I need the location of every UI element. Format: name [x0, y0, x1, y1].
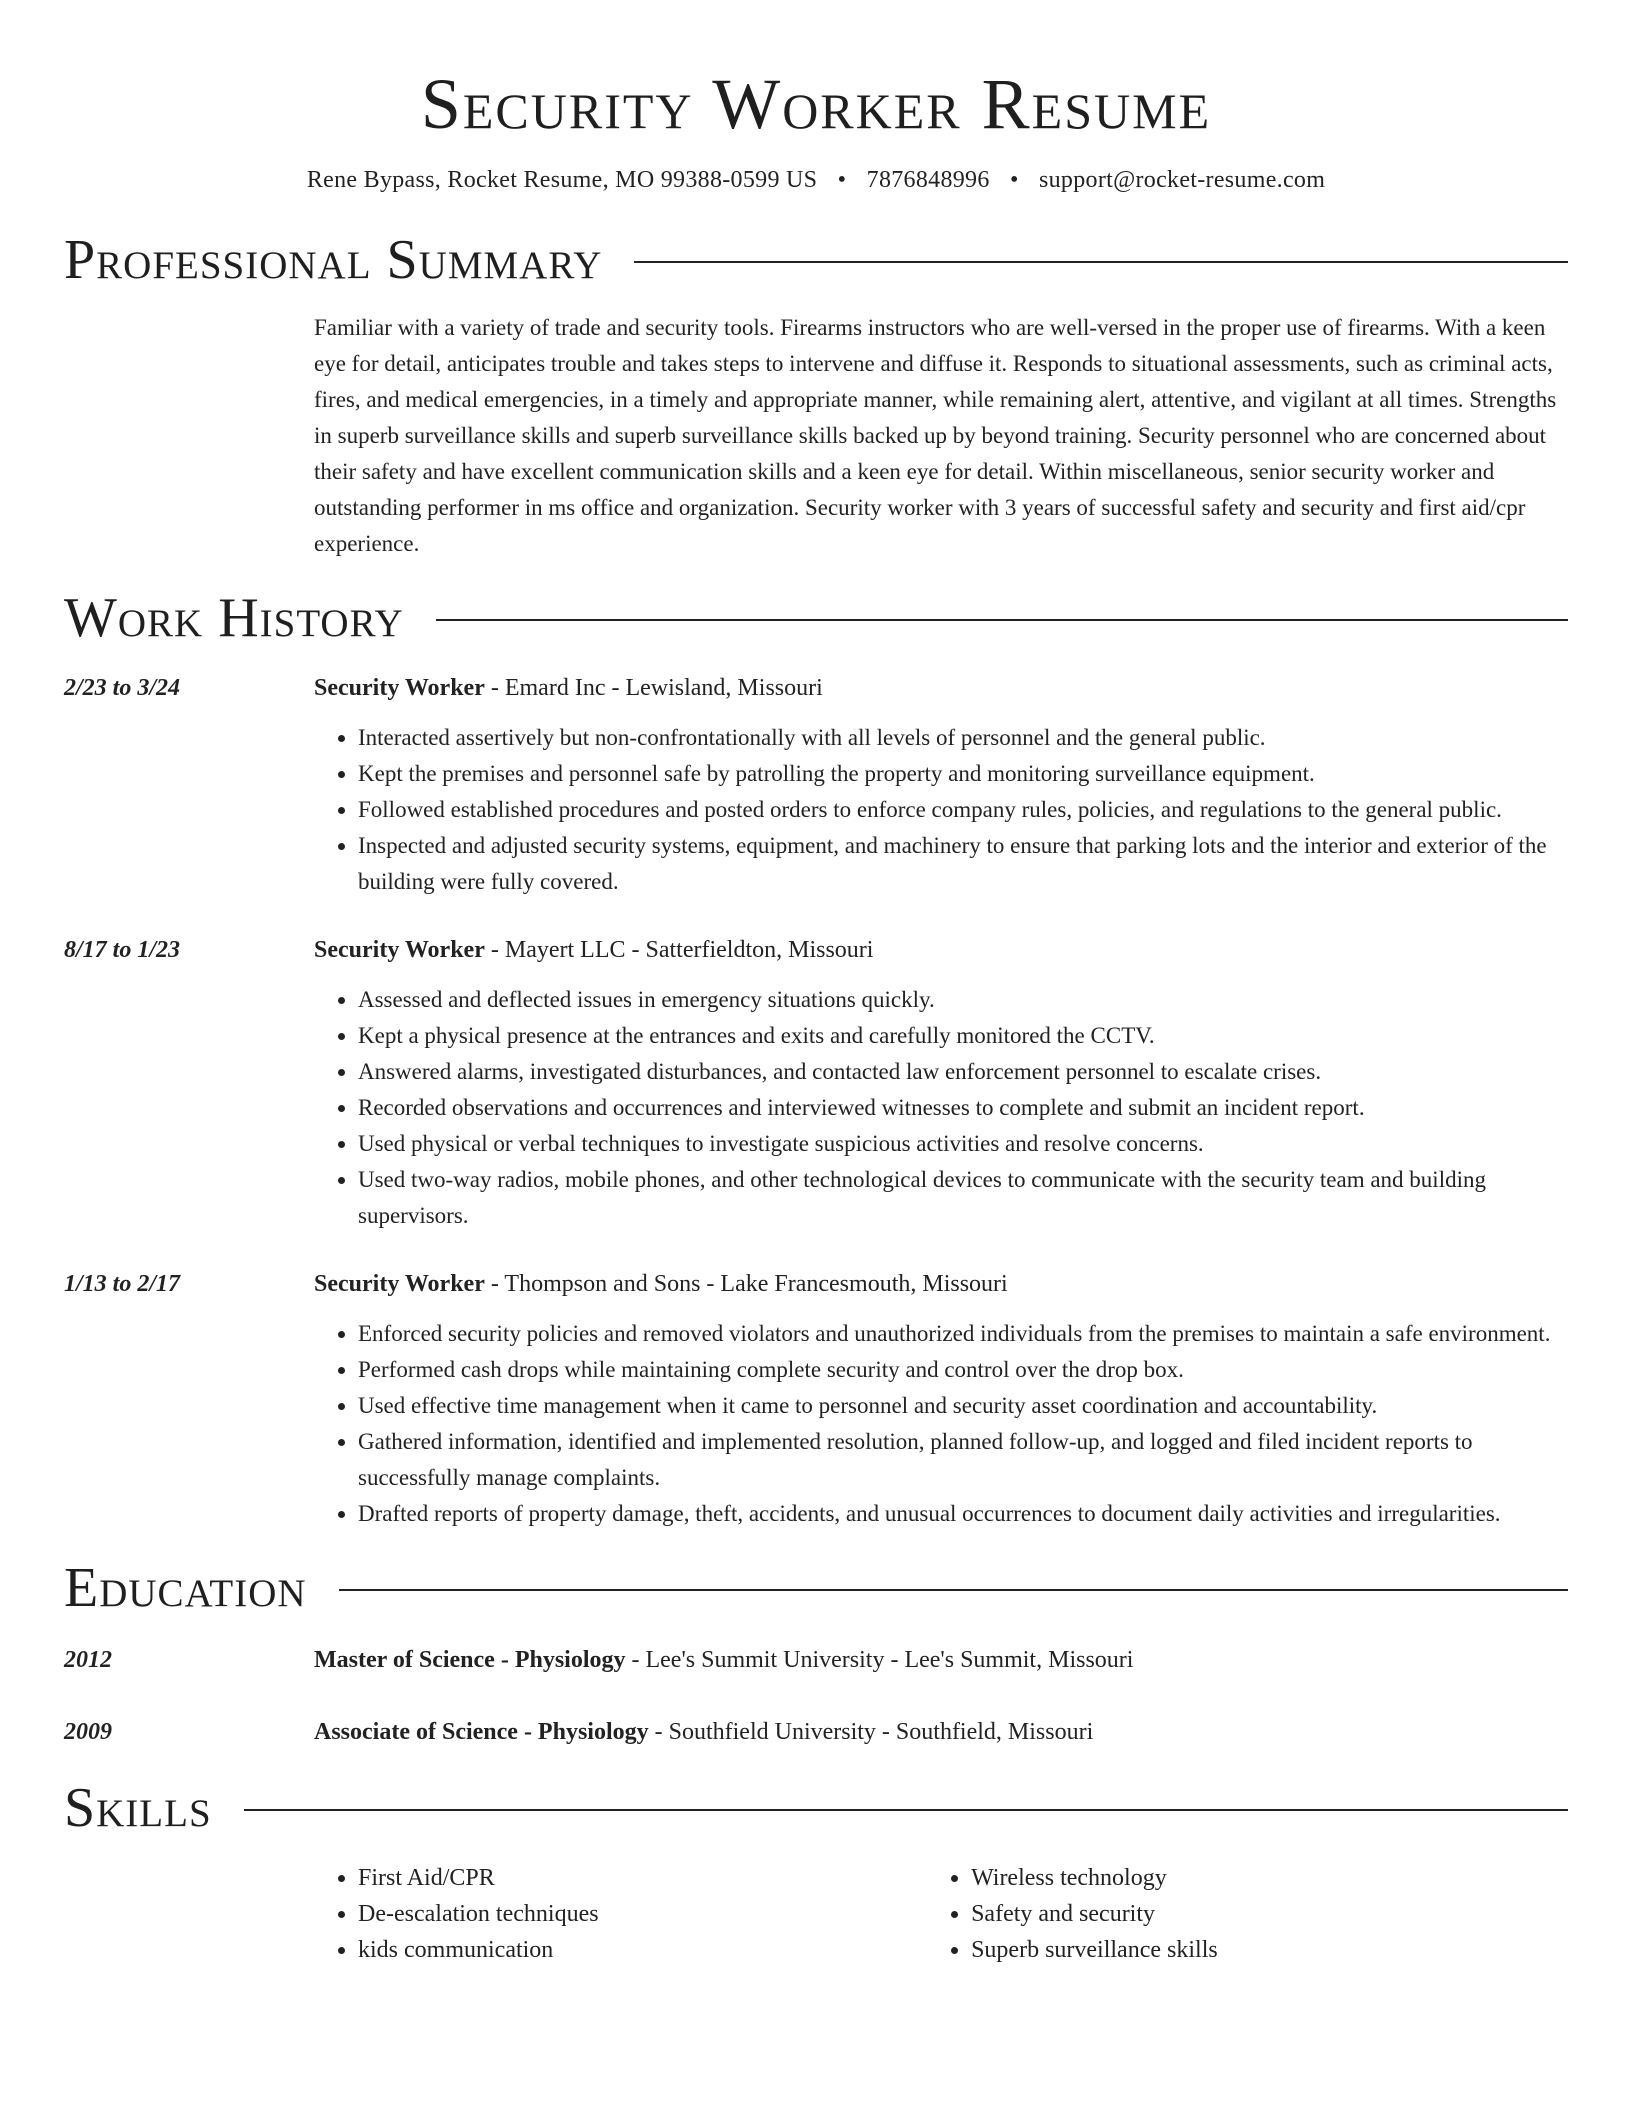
- duty-item: • Used physical or verbal techniques to investigate suspicious activities and resolve concerns.: [358, 1126, 1568, 1162]
- duty-item: • Recorded observations and occurrences and interviewed witnesses to complete and submit an incident report.: [358, 1090, 1568, 1126]
- skills-column-left: [314, 1860, 927, 1968]
- contact-line: [64, 164, 1568, 196]
- duty-item: • Followed established procedures and posted orders to enforce company rules, policies, and regulations to the general public.: [358, 792, 1568, 828]
- contact-email: support@rocket-resume.com: [1038, 167, 1326, 193]
- education-entry: [64, 1712, 1568, 1752]
- duty-item: • Assessed and deflected issues in emergency situations quickly.: [358, 982, 1568, 1018]
- job-heading: [314, 1264, 1568, 1304]
- job-heading: [314, 668, 1568, 708]
- job-heading: [314, 930, 1568, 970]
- job-entry: [64, 668, 1568, 900]
- job-dates: 1/13 to 2/17: [64, 1271, 181, 1297]
- education-degree: Associate of Science - Physiology: [314, 1719, 649, 1745]
- education-degree: Master of Science - Physiology: [314, 1647, 626, 1673]
- section-divider: [339, 1589, 1568, 1591]
- bullet-separator: •: [1009, 167, 1019, 193]
- job-org: - Thompson and Sons - Lake Francesmouth, Missouri: [484, 1271, 1008, 1297]
- skill-item: • Superb surveillance skills: [971, 1932, 1568, 1968]
- skills-list: [314, 1860, 1568, 1968]
- education-entry: [64, 1640, 1568, 1680]
- section-divider: [634, 261, 1568, 263]
- section-title-work: Work History: [64, 587, 404, 649]
- job-entry: [64, 930, 1568, 1234]
- section-title-skills: Skills: [64, 1777, 212, 1839]
- duty-item: • Gathered information, identified and implemented resolution, planned follow-up, and logged and filed incident reports to successfully manage complaints.: [358, 1424, 1568, 1496]
- section-divider: [436, 619, 1568, 621]
- duty-item: • Inspected and adjusted security systems, equipment, and machinery to ensure that parking lots and the interior and exterior of the building were fully covered.: [358, 828, 1568, 900]
- duty-item: • Interacted assertively but non-confrontationally with all levels of personnel and the general public.: [358, 720, 1568, 756]
- job-role: Security Worker: [314, 1271, 485, 1297]
- duty-item: • Enforced security policies and removed violators and unauthorized individuals from the premises to maintain a safe environment.: [358, 1316, 1568, 1352]
- skill-item: • First Aid/CPR: [358, 1860, 927, 1896]
- section-title-education: Education: [64, 1557, 307, 1619]
- contact-address: Rene Bypass, Rocket Resume, MO 99388-0599 US: [306, 167, 818, 193]
- resume-title: Security Worker Resume: [420, 64, 1212, 144]
- job-role: Security Worker: [314, 675, 485, 701]
- job-dates: 2/23 to 3/24: [64, 675, 181, 701]
- job-org: - Emard Inc - Lewisland, Missouri: [484, 675, 823, 701]
- job-role: Security Worker: [314, 937, 485, 963]
- skill-item: • kids communication: [358, 1932, 927, 1968]
- duty-item: • Used two-way radios, mobile phones, and other technological devices to communicate with the security team and building supervisors.: [358, 1162, 1568, 1234]
- job-dates: 8/17 to 1/23: [64, 937, 181, 963]
- duty-item: • Used effective time management when it came to personnel and security asset coordination and accountability.: [358, 1388, 1568, 1424]
- job-duties: [314, 720, 1568, 900]
- skills-column-right: [927, 1860, 1568, 1968]
- job-duties: [314, 982, 1568, 1234]
- section-title-summary: Professional Summary: [64, 229, 603, 291]
- section-divider: [244, 1809, 1568, 1811]
- duty-item: • Performed cash drops while maintaining complete security and control over the drop box.: [358, 1352, 1568, 1388]
- duty-item: • Answered alarms, investigated disturbances, and contacted law enforcement personnel to escalate crises.: [358, 1054, 1568, 1090]
- resume-page: [64, 0, 1568, 1968]
- bullet-separator: •: [837, 167, 847, 193]
- education-year: 2012: [64, 1647, 112, 1673]
- summary-text: Familiar with a variety of trade and security tools. Firearms instructors who are well-versed in the proper use of firearms. With a keen eye for detail, anticipates trouble and takes steps to intervene and diffuse it. Responds to situational assessments, such as criminal acts, fires, and medical emergencies, in a timely and appropriate manner, while remaining alert, attentive, and vigilant at all times. Strengths in superb surveillance skills and superb surveillance skills backed up by beyond training. Security personnel who are concerned about their safety and have excellent communication skills and a keen eye for detail. Within miscellaneous, senior security worker and outstanding performer in ms office and organization. Security worker with 3 years of successful safety and security and first aid/cpr experience.: [314, 315, 1557, 556]
- section-header-skills: [64, 1774, 1568, 1842]
- job-duties: [314, 1316, 1568, 1532]
- section-header-summary: [64, 226, 1568, 294]
- section-header-work: [64, 584, 1568, 652]
- duty-item: • Kept a physical presence at the entrances and exits and carefully monitored the CCTV.: [358, 1018, 1568, 1054]
- job-org: - Mayert LLC - Satterfieldton, Missouri: [484, 937, 874, 963]
- skill-item: • Wireless technology: [971, 1860, 1568, 1896]
- duty-item: • Kept the premises and personnel safe by patrolling the property and monitoring surveillance equipment.: [358, 756, 1568, 792]
- duty-item: • Drafted reports of property damage, theft, accidents, and unusual occurrences to document daily activities and irregularities.: [358, 1496, 1568, 1532]
- education-school: - Lee's Summit University - Lee's Summit, Missouri: [625, 1647, 1134, 1673]
- job-entry: [64, 1264, 1568, 1532]
- section-header-education: [64, 1554, 1568, 1622]
- skill-item: • De-escalation techniques: [358, 1896, 927, 1932]
- skill-item: • Safety and security: [971, 1896, 1568, 1932]
- education-year: 2009: [64, 1719, 112, 1745]
- contact-phone: 7876848996: [866, 167, 990, 193]
- education-school: - Southfield University - Southfield, Missouri: [648, 1719, 1094, 1745]
